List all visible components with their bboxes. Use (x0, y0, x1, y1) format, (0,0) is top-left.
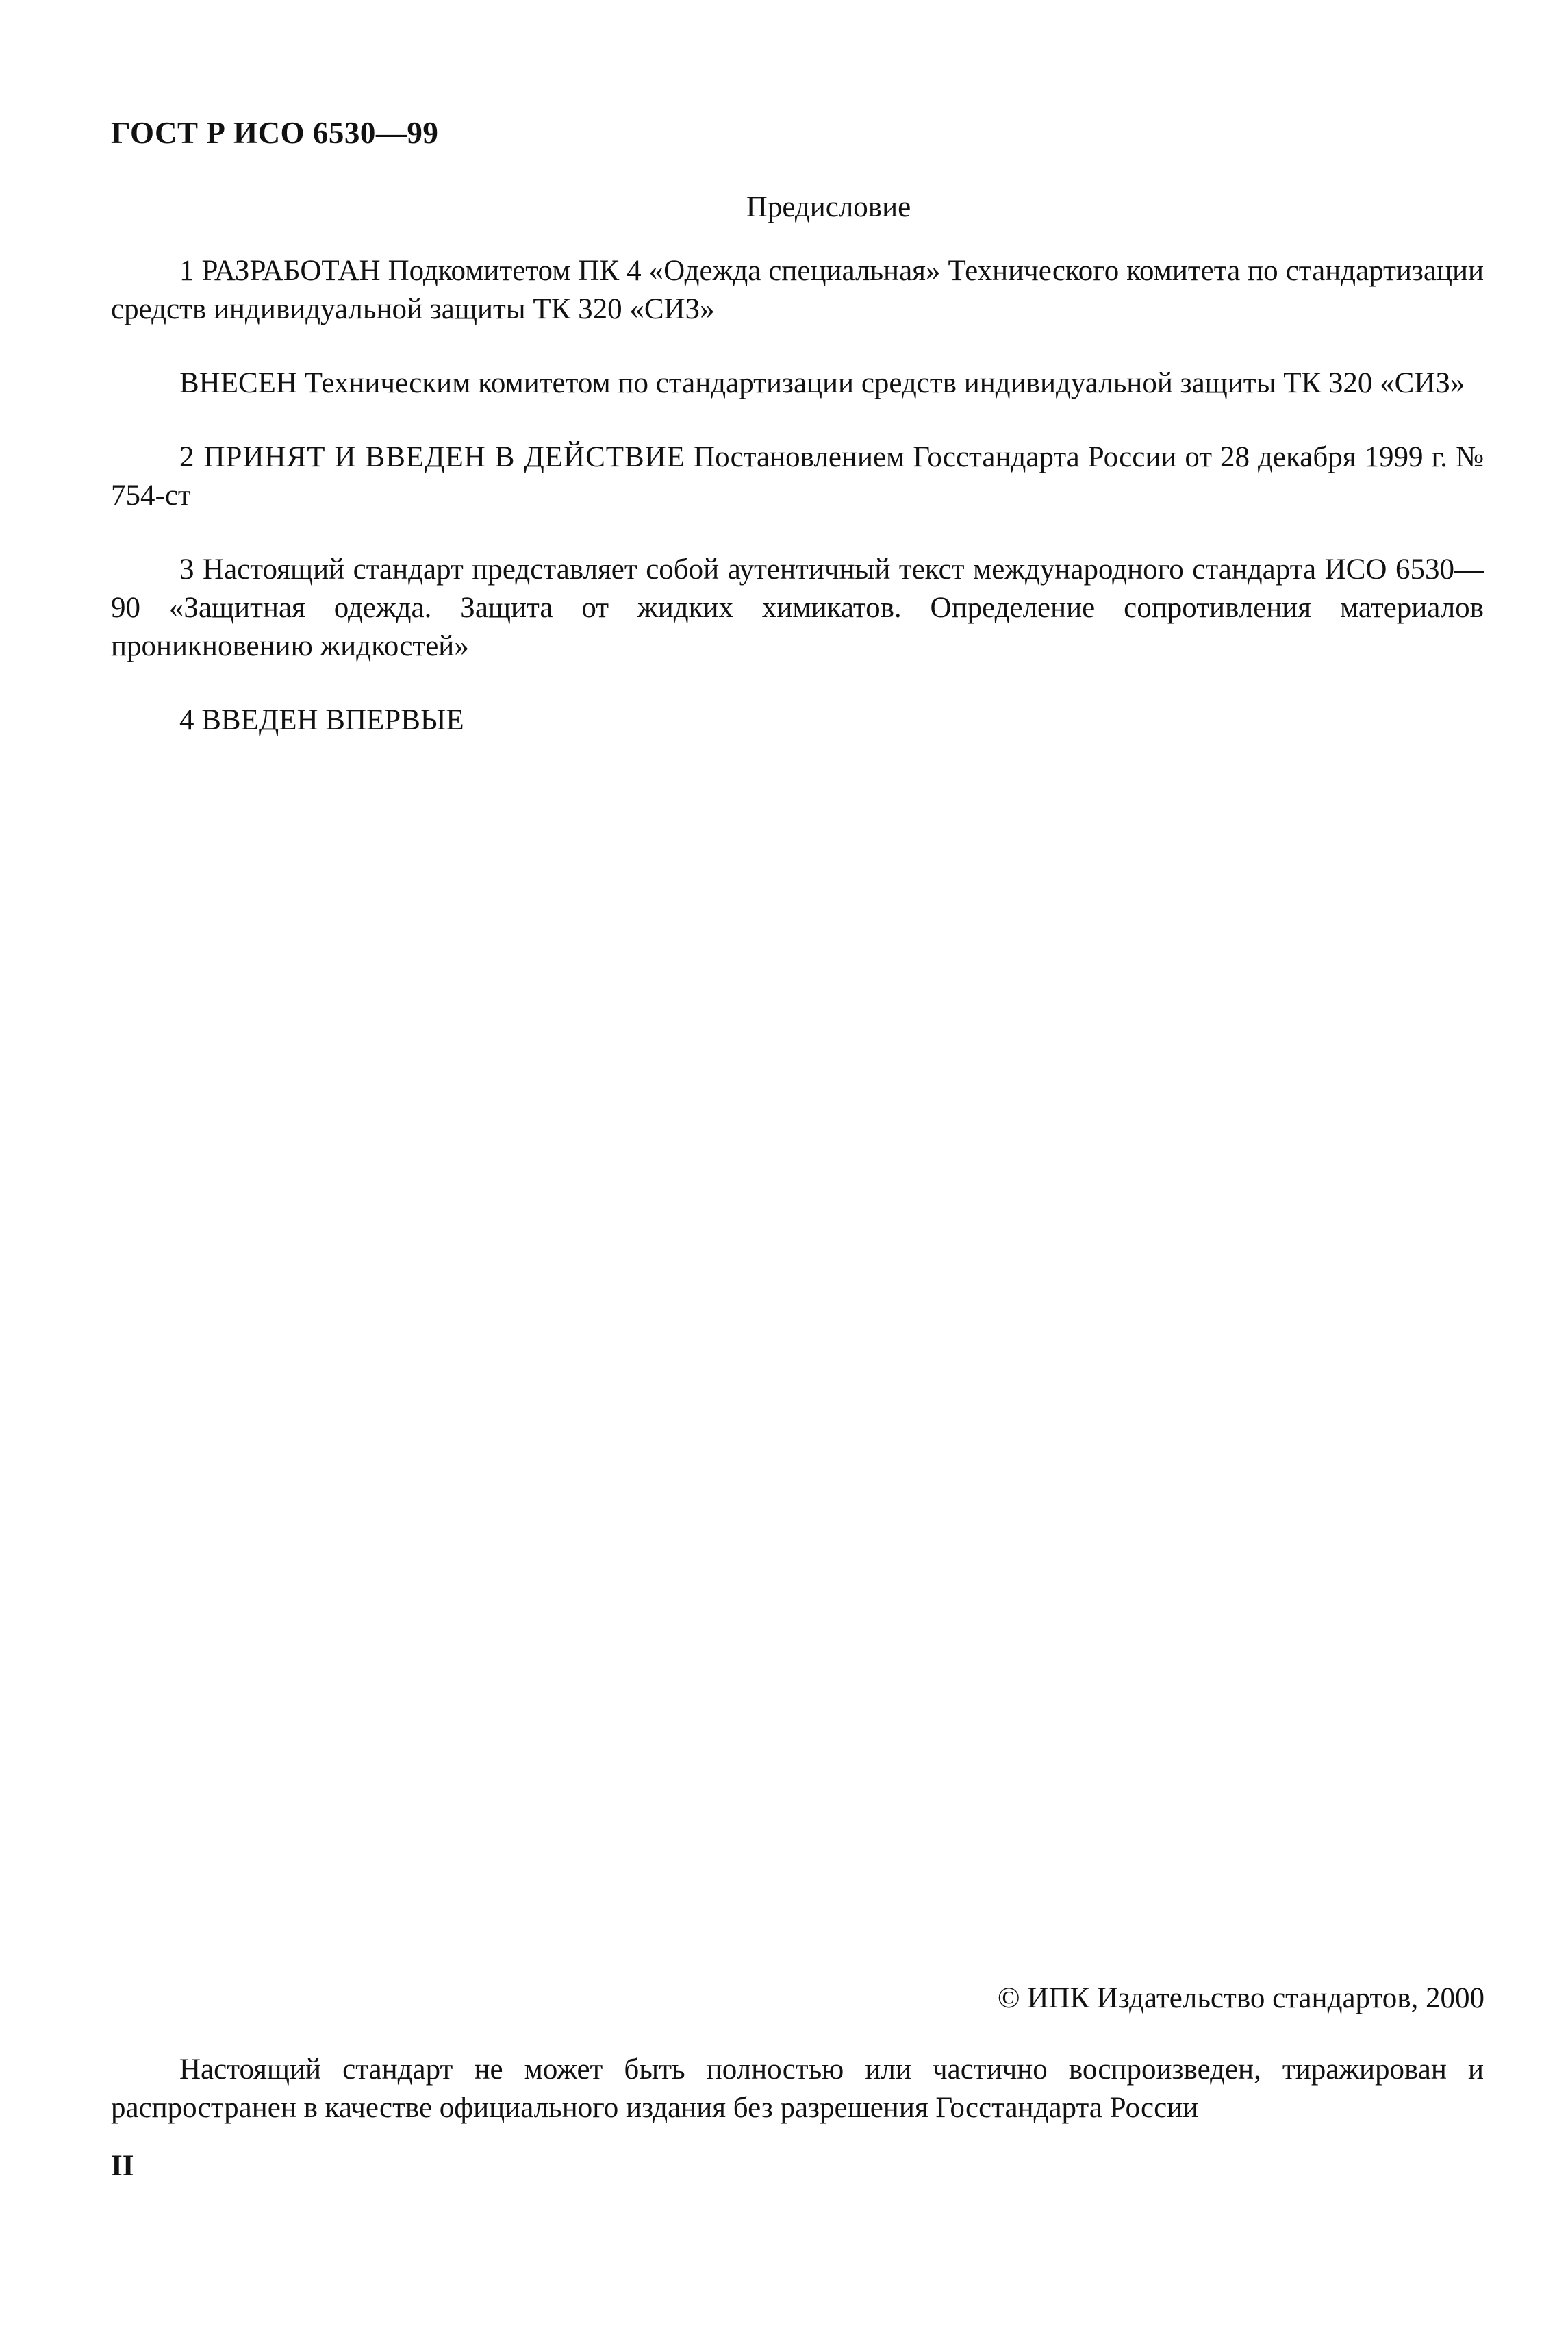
item-text: Подкомитетом ПК 4 «Одежда специальная» Технического комитета по стандартизации средств индивидуальной защиты ТК 320 «СИЗ» (111, 255, 1484, 325)
standard-code-header: ГОСТ Р ИСО 6530—99 (111, 116, 439, 150)
foreword-content (111, 252, 1484, 775)
foreword-item-developed (111, 252, 1484, 329)
foreword-item-introduced-first (111, 701, 1484, 740)
item-lead: 4 ВВЕДЕН ВПЕРВЫЕ (179, 704, 464, 736)
item-lead: 3 (179, 553, 194, 586)
item-text: Настоящий стандарт представляет собой аутентичный текст международного стандарта ИСО 6530—90 «Защитная одежда. Защита от жидких химикатов. Определение сопротивления материалов проникновению жидкостей» (111, 553, 1484, 662)
foreword-title: Предисловие (746, 191, 911, 223)
item-lead: ВНЕСЕН (179, 367, 297, 399)
item-lead: 2 ПРИНЯТ И ВВЕДЕН В ДЕЙСТВИЕ (179, 441, 686, 473)
copyright-notice: © ИПК Издательство стандартов, 2000 (997, 1982, 1484, 2014)
item-text: Техническим комитетом по стандартизации средств индивидуальной защиты ТК 320 «СИЗ» (297, 367, 1465, 399)
foreword-item-adopted (111, 438, 1484, 515)
page-number: II (111, 2150, 134, 2182)
foreword-item-authentic-text (111, 551, 1484, 666)
reproduction-notice: Настоящий стандарт не может быть полностью или частично воспроизведен, тиражирован и распространен в качестве официального издания без разрешения Госстандарта России (111, 2053, 1484, 2124)
item-lead: 1 РАЗРАБОТАН (179, 255, 381, 287)
item-text: Постановлением Госстандарта России от 28 декабря 1999 г. № 754-ст (111, 441, 1484, 512)
foreword-item-submitted (111, 364, 1484, 403)
